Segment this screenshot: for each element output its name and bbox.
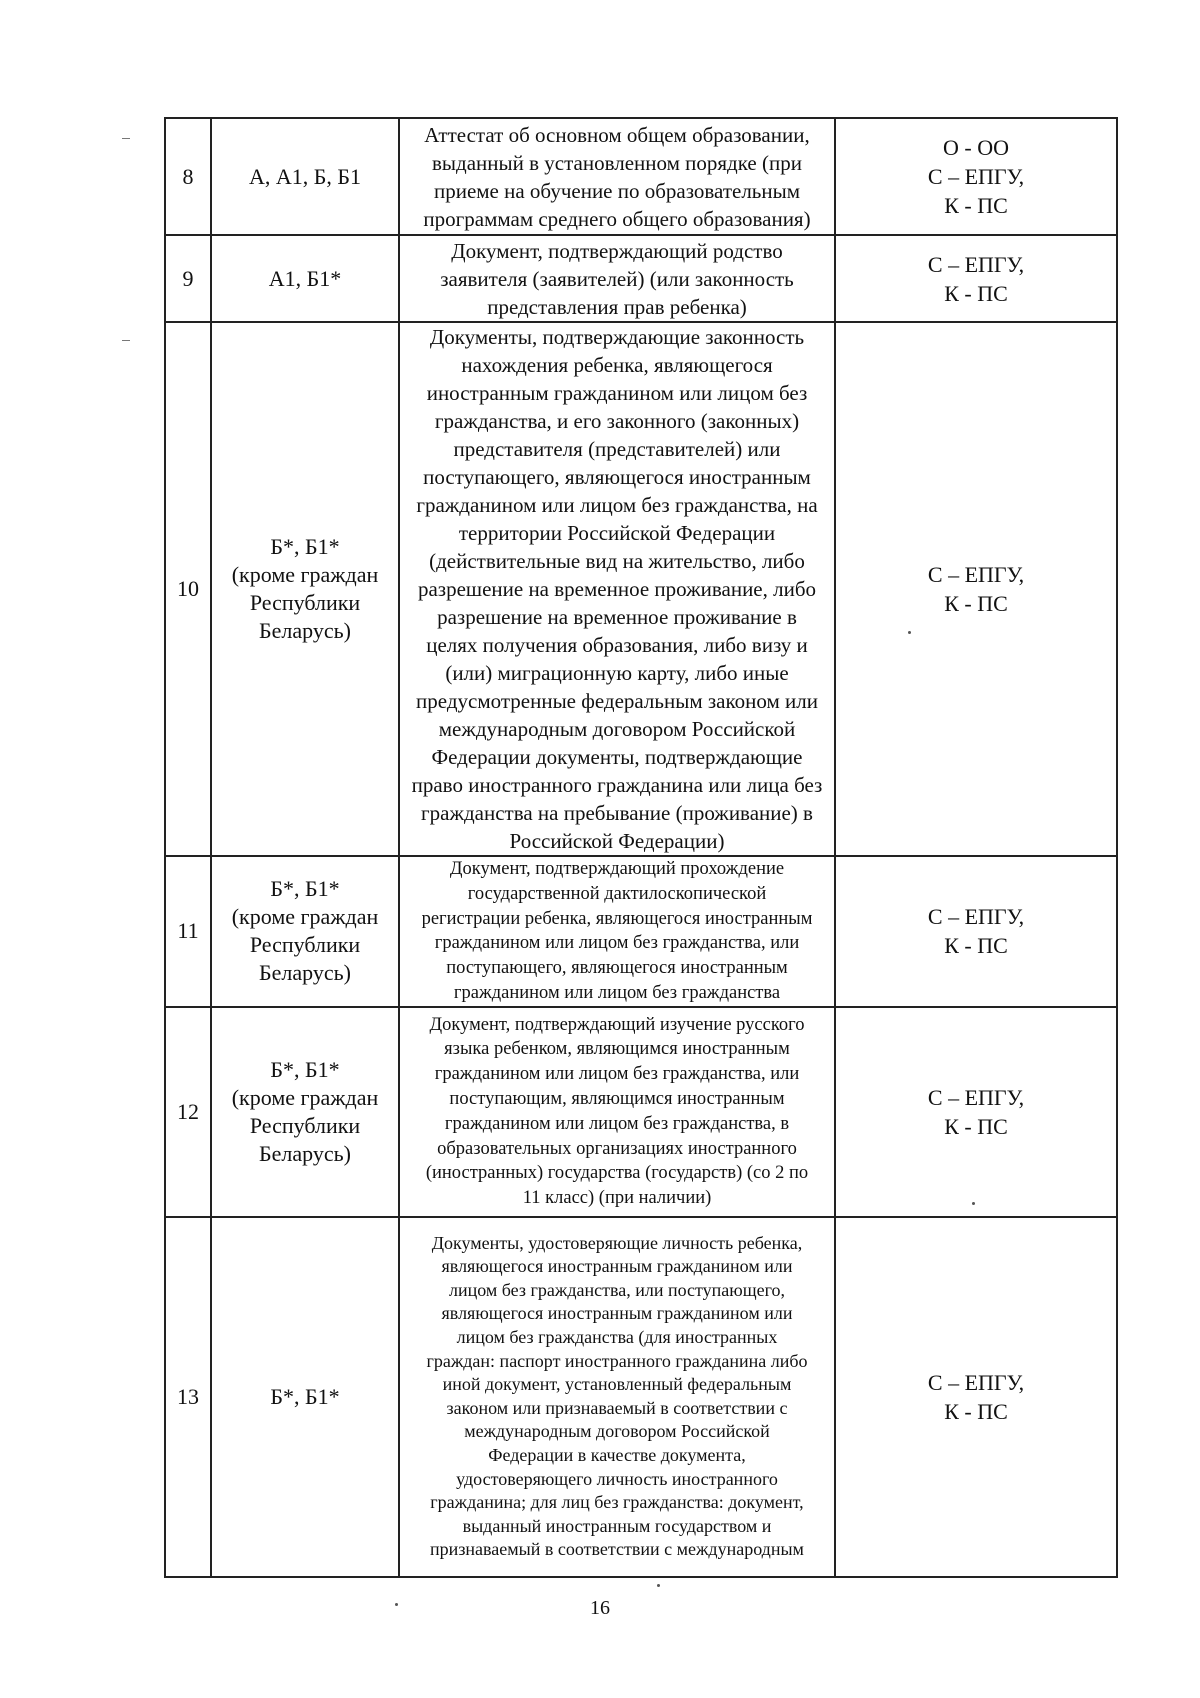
category-line: Республики [249, 590, 361, 615]
document-line: Федерации в качестве документа, [488, 1444, 746, 1465]
submission-line: С – ЕПГУ, [927, 1084, 1025, 1110]
row-number: 12 [165, 1007, 211, 1217]
document-line: программам среднего общего образования) [423, 206, 811, 231]
document-line: гражданином или лицом без гражданства [453, 982, 781, 1003]
table-row [165, 118, 1117, 235]
submission-line: С – ЕПГУ, [927, 164, 1025, 189]
document-line: Аттестат об основном общем образовании, [424, 122, 810, 147]
document-line: представителя (представителей) или [453, 437, 781, 461]
document-line: Российской Федерации) [509, 829, 725, 853]
submission-line: С – ЕПГУ, [927, 562, 1025, 587]
document-line: разрешение на временное проживание в [437, 605, 797, 629]
document-line: предусмотренные федеральным законом или [416, 689, 818, 713]
row-number: 13 [165, 1217, 211, 1577]
document-line: законом или признаваемый в соответствии с [446, 1397, 788, 1418]
submission-line: К - ПС [944, 1113, 1008, 1139]
document-description [399, 1217, 835, 1577]
document-line: иной документ, установленный федеральным [442, 1374, 792, 1395]
margin-mark [122, 138, 130, 139]
document-line: приеме на обучение по образовательным [433, 178, 801, 203]
document-line: территории Российской Федерации [458, 521, 776, 545]
document-line: поступающего, являющегося иностранным [423, 465, 811, 489]
category-line: Республики [249, 932, 361, 958]
document-line: поступающего, являющегося иностранным [446, 958, 788, 979]
category-line: Беларусь) [259, 960, 351, 986]
document-line: поступающим, являющимся иностранным [449, 1088, 785, 1109]
row-number: 9 [165, 235, 211, 322]
document-line: лицом без гражданства, или поступающего, [448, 1279, 786, 1300]
document-line: являющегося иностранным гражданином или [441, 1303, 793, 1324]
submission-line: К - ПС [944, 1398, 1008, 1424]
submission-line: К - ПС [944, 591, 1008, 616]
document-line: разрешение на временное проживание, либо [417, 577, 817, 601]
document-line: нахождения ребенка, являющегося [461, 353, 773, 377]
applicant-category [211, 118, 399, 235]
scan-speck [908, 631, 911, 634]
submission-line: С – ЕПГУ, [927, 1369, 1025, 1395]
document-line: Федерации документы, подтверждающие [431, 745, 803, 769]
submission-method [835, 322, 1117, 856]
submission-line: О - ОО [943, 135, 1009, 160]
margin-mark [122, 340, 130, 341]
document-line: гражданином или лицом без гражданства, в [444, 1113, 790, 1134]
row-number: 8 [165, 118, 211, 235]
submission-line: С – ЕПГУ, [927, 251, 1025, 277]
documents-table [164, 117, 1118, 1578]
row-number: 10 [165, 322, 211, 856]
category-line: (кроме граждан [231, 904, 379, 930]
page-number: 16 [590, 1597, 610, 1619]
document-description [399, 118, 835, 235]
category-line: Б*, Б1* [270, 534, 340, 559]
category-line: А, А1, Б, Б1 [248, 163, 362, 189]
category-line: Б*, Б1* [270, 876, 340, 902]
document-line: целях получения образования, либо визу и [426, 633, 808, 657]
category-line: (кроме граждан [231, 562, 379, 587]
table-row [165, 856, 1117, 1007]
scan-speck [657, 1584, 660, 1587]
document-line: выданный в установленном порядке (при [432, 150, 802, 175]
category-line: (кроме граждан [231, 1084, 379, 1110]
scan-speck [972, 1202, 975, 1205]
document-line: гражданином или лицом без гражданства, на [416, 493, 818, 517]
document-line: являющегося иностранным гражданином или [441, 1256, 793, 1277]
submission-line: К - ПС [944, 933, 1008, 959]
submission-line: К - ПС [944, 193, 1008, 218]
document-line: образовательных организациях иностранного [437, 1138, 797, 1159]
document-description [399, 322, 835, 856]
document-line: международным договором Российской [464, 1421, 770, 1442]
submission-method [835, 856, 1117, 1007]
submission-line: С – ЕПГУ, [927, 904, 1025, 930]
document-line: удостоверяющего личность иностранного [456, 1468, 778, 1489]
document-line: 11 класс) (при наличии) [522, 1188, 712, 1209]
document-line: лицом без гражданства (для иностранных [456, 1327, 778, 1347]
category-line: Б*, Б1* [270, 1056, 340, 1082]
applicant-category [211, 1217, 399, 1577]
submission-method [835, 1007, 1117, 1217]
document-line: гражданином или лицом без гражданства, или [434, 1064, 800, 1085]
document-line: гражданства на пребывание (проживание) в [421, 801, 813, 825]
document-line: гражданства, и его законного (законных) [434, 409, 800, 433]
document-line: представления прав ребенка) [487, 294, 747, 319]
submission-method [835, 235, 1117, 322]
category-line: Беларусь) [259, 618, 351, 643]
document-line: регистрации ребенка, являющегося иностранным [421, 908, 813, 929]
table-row [165, 1007, 1117, 1217]
category-line: Б*, Б1* [270, 1383, 340, 1409]
document-description [399, 856, 835, 1007]
document-line: Документ, подтверждающий изучение русского [429, 1014, 805, 1035]
submission-line: К - ПС [944, 280, 1008, 306]
document-line: государственной дактилоскопической [467, 883, 767, 904]
document-line: международным договором Российской [438, 717, 796, 741]
submission-method [835, 118, 1117, 235]
document-line: Документ, подтверждающий родство [451, 238, 783, 263]
document-line: выданный иностранным государством и [462, 1515, 772, 1536]
table-row [165, 322, 1117, 856]
document-line: Документ, подтверждающий прохождение [449, 859, 785, 879]
document-line: (действительные вид на жительство, либо [429, 549, 805, 573]
document-line: гражданином или лицом без гражданства, или [434, 933, 800, 954]
document-line: заявителя (заявителей) (или законность [440, 266, 794, 291]
document-line: Документы, удостоверяющие личность ребенка, [431, 1232, 803, 1253]
submission-method [835, 1217, 1117, 1577]
applicant-category [211, 322, 399, 856]
document-line: Документы, подтверждающие законность [429, 325, 805, 349]
document-line: иностранным гражданином или лицом без [426, 381, 808, 405]
applicant-category [211, 1007, 399, 1217]
table-row [165, 1217, 1117, 1577]
document-line: (иностранных) государства (государств) (со 2 по [425, 1163, 809, 1184]
document-line: (или) миграционную карту, либо иные [445, 661, 789, 685]
row-number: 11 [165, 856, 211, 1007]
category-line: А1, Б1* [268, 265, 342, 291]
document-line: гражданина; для лиц без гражданства: документ, [430, 1492, 804, 1513]
document-description [399, 1007, 835, 1217]
document-line: право иностранного гражданина или лица без [411, 773, 823, 797]
document-line: признаваемый в соответствии с международным [430, 1539, 804, 1560]
category-line: Беларусь) [259, 1140, 351, 1166]
document-line: граждан: паспорт иностранного гражданина либо [426, 1350, 808, 1371]
category-line: Республики [249, 1112, 361, 1138]
applicant-category [211, 856, 399, 1007]
document-line: языка ребенком, являющимся иностранным [444, 1039, 790, 1060]
document-description [399, 235, 835, 322]
applicant-category [211, 235, 399, 322]
table-row [165, 235, 1117, 322]
